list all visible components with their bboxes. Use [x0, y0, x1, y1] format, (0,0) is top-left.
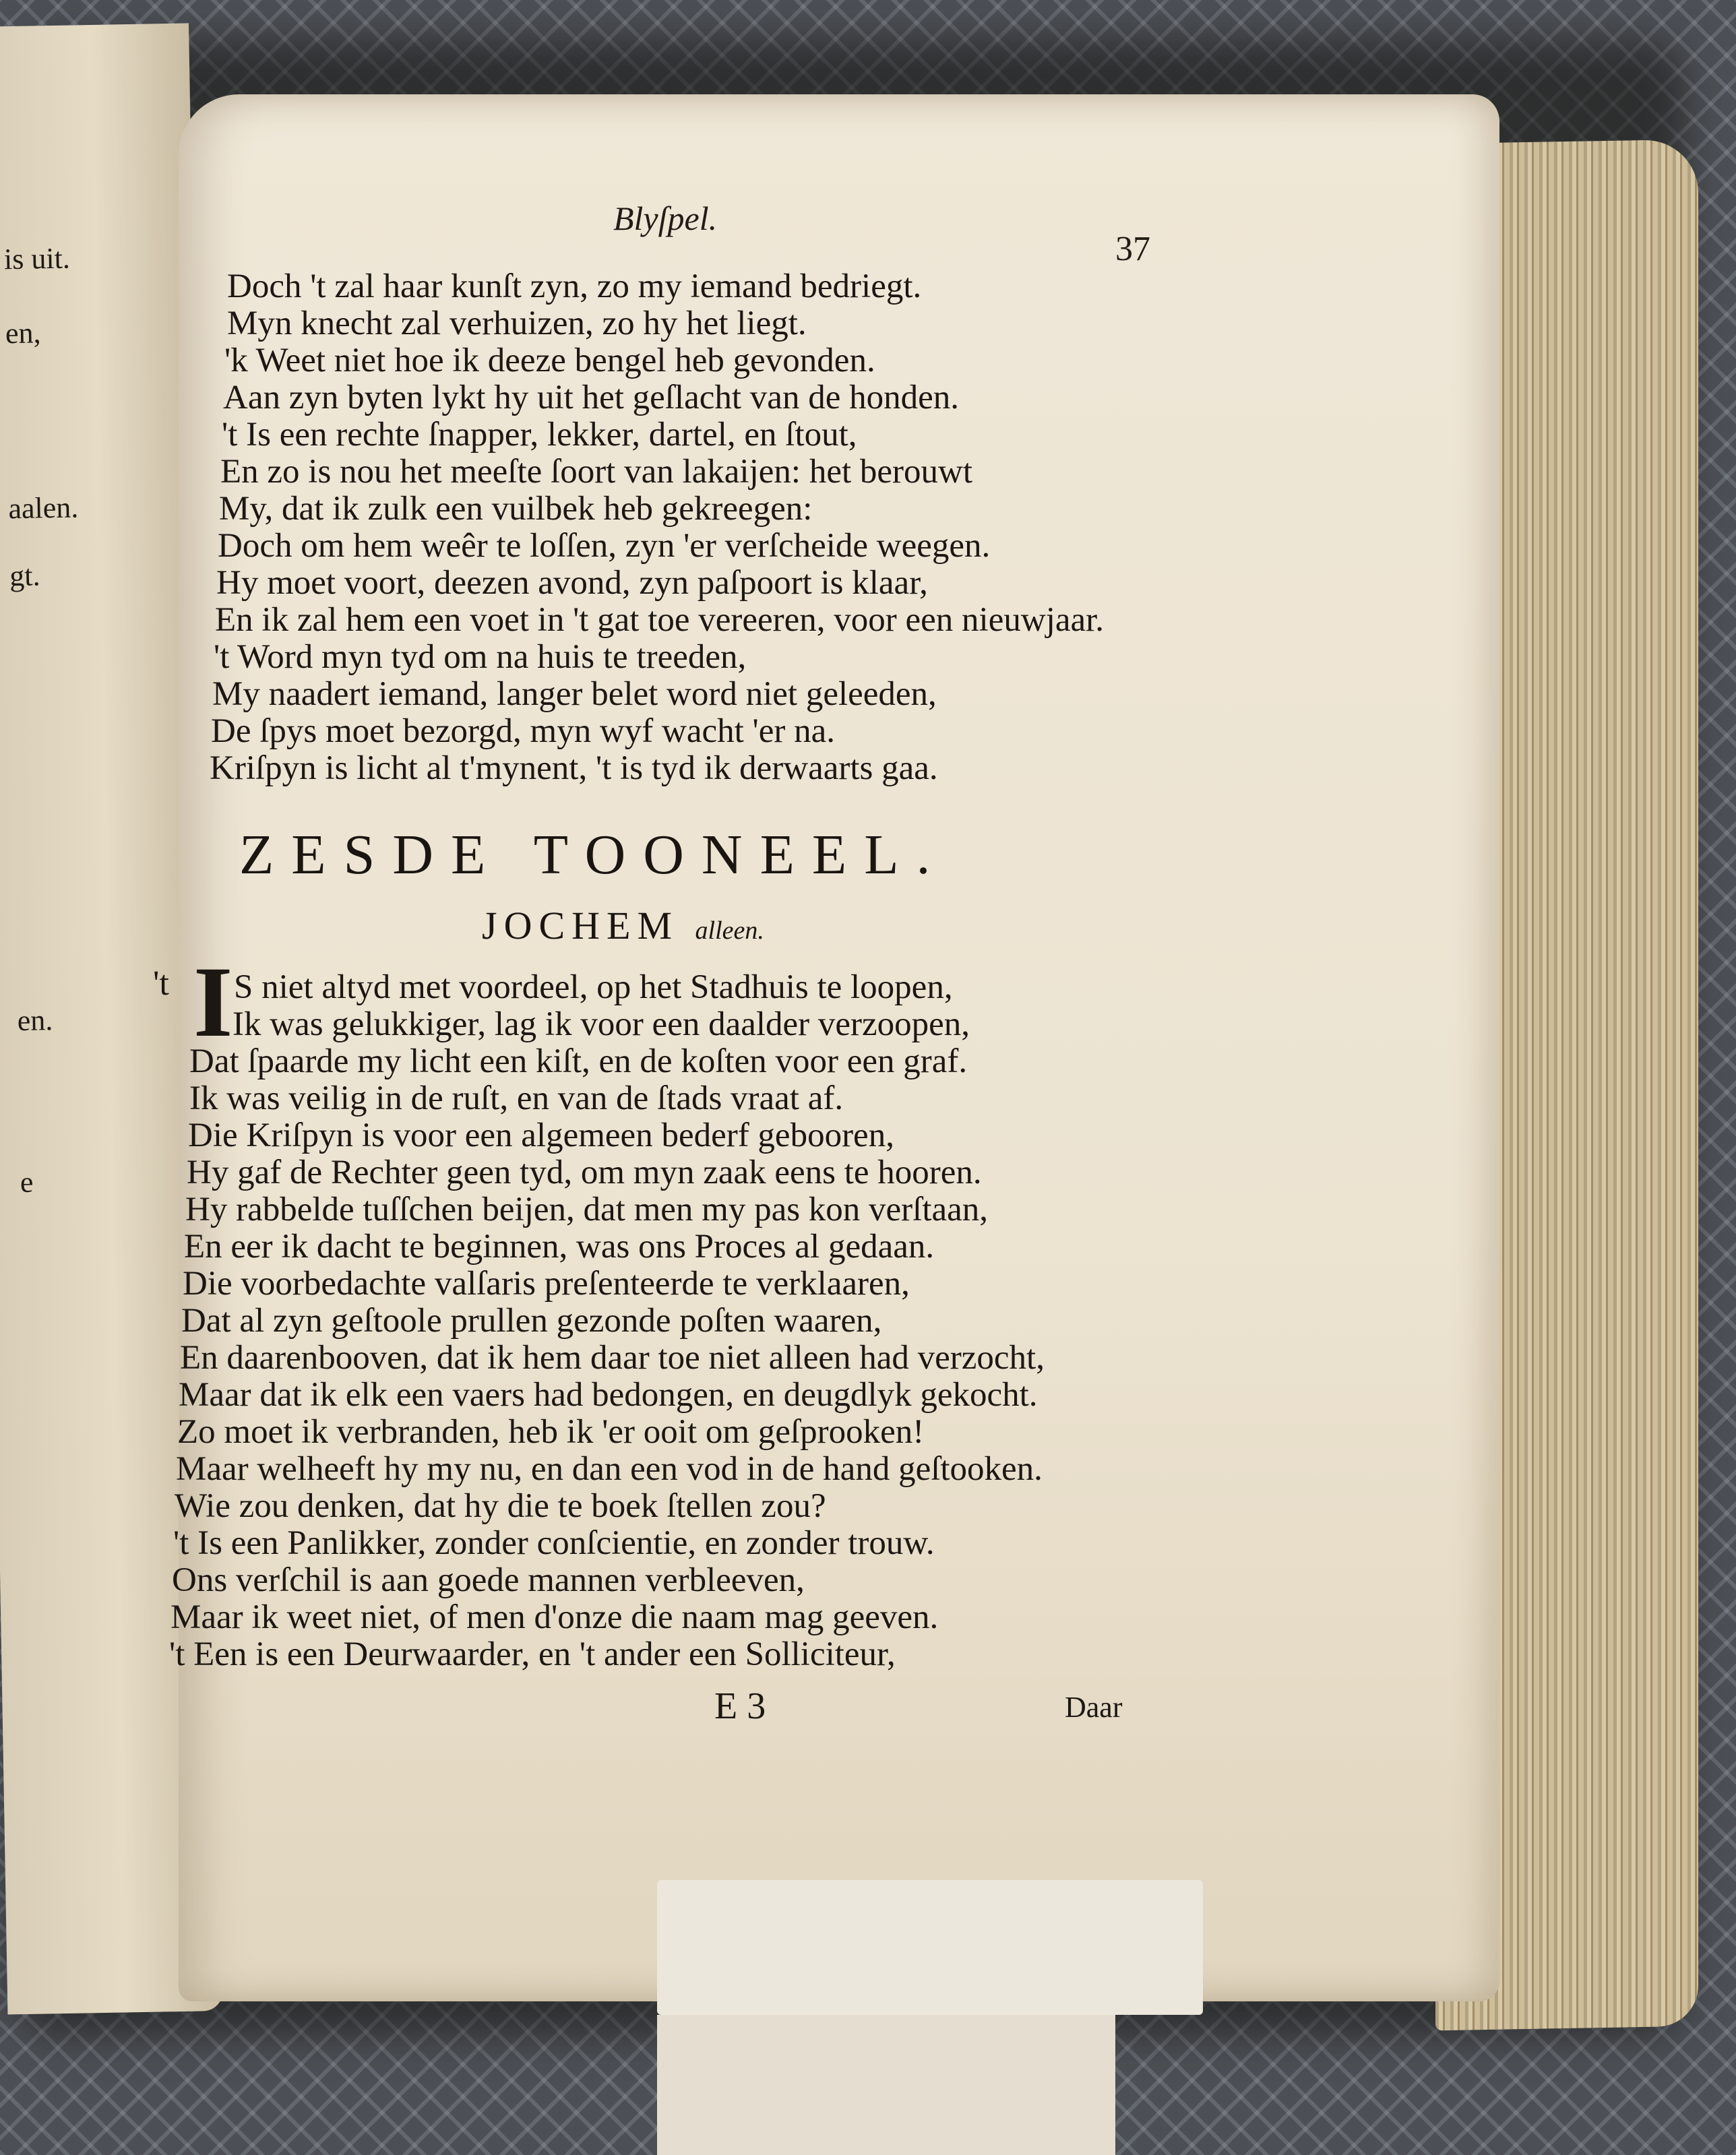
verse-line: En daarenbooven, dat ik hem daar toe niet alleen had verzocht,	[180, 1339, 1045, 1377]
verse-line: Hy moet voort, deezen avond, zyn paſpoort is klaar,	[216, 564, 928, 602]
verse-line: En zo is nou het meeſte ſoort van lakaijen: het berouwt	[220, 453, 972, 491]
verse-line: Ons verſchil is aan goede mannen verbleeven,	[172, 1561, 805, 1599]
paper-label	[657, 1880, 1203, 2015]
verse-line: S niet altyd met voordeel, op het Stadhuis te loopen,	[234, 968, 953, 1006]
verse-line: Dat ſpaarde my licht een kiſt, en de koſten voor een graf.	[189, 1042, 968, 1080]
page-number: 37	[1115, 230, 1150, 268]
catchword: Daar	[1065, 1691, 1123, 1724]
running-title: Blyſpel.	[613, 199, 718, 237]
verse-line: 't Is een Panlikker, zonder conſcientie, en zonder trouw.	[173, 1524, 935, 1562]
verse-line: Kriſpyn is licht al t'mynent, 't is tyd ik derwaarts gaa.	[210, 749, 938, 787]
verse-line: De ſpys moet bezorgd, myn wyf wacht 'er na.	[211, 712, 835, 750]
verse-line: Die voorbedachte valſaris preſenteerde te verklaaren,	[183, 1265, 910, 1303]
left-page-fragment: en,	[5, 316, 41, 350]
verse-line: My naadert iemand, langer belet word niet geleeden,	[212, 675, 937, 713]
left-page-fragment: e	[20, 1165, 34, 1199]
verse-line: My, dat ik zulk een vuilbek heb gekreegen:	[219, 490, 813, 528]
verse-line: Myn knecht zal verhuizen, zo hy het liegt.	[227, 305, 807, 342]
verse-line: Die Kriſpyn is voor een algemeen bederf gebooren,	[188, 1117, 894, 1154]
verse-line: Maar ik weet niet, of men d'onze die naam mag geeven.	[170, 1598, 939, 1636]
speaker-name	[482, 903, 764, 948]
verse-line: 't Is een rechte ſnapper, lekker, dartel, en ſtout,	[222, 416, 857, 454]
verse-line: Maar dat ik elk een vaers had bedongen, en deugdlyk gekocht.	[179, 1376, 1038, 1414]
verse-line: Dat al zyn geſtoole prullen gezonde poſten waaren,	[181, 1302, 882, 1340]
verse-line: Hy gaf de Rechter geen tyd, om myn zaak eens te hooren.	[187, 1154, 982, 1191]
scene-heading: ZESDE TOONEEL.	[239, 823, 948, 886]
left-page-fragment: gt.	[9, 559, 40, 593]
verse-line: En ik zal hem een voet in 't gat toe vereeren, voor een nieuwjaar.	[215, 601, 1105, 639]
verse-line: Wie zou denken, dat hy die te boek ſtellen zou?	[175, 1487, 826, 1525]
drop-cap: I	[193, 946, 233, 1058]
verse-line: Maar welheeft hy my nu, en dan een vod in de hand geſtooken.	[176, 1450, 1043, 1488]
left-page-fragment: is uit.	[3, 241, 71, 276]
verse-line: Ik was veilig in de ruſt, en van de ſtads vraat af.	[189, 1080, 844, 1117]
verse-line: Zo moet ik verbranden, heb ik 'er ooit om geſprooken!	[177, 1413, 925, 1451]
book-page	[153, 94, 1499, 2001]
left-page-fragment: en.	[17, 1003, 53, 1038]
verse-line: 't Een is een Deurwaarder, en 't ander een Sollicitеur,	[169, 1635, 896, 1673]
verse-line: Aan zyn byten lykt hy uit het geſlacht van de honden.	[223, 379, 959, 416]
paper-label-lower	[657, 2015, 1115, 2155]
speaker-note: alleen.	[695, 916, 764, 945]
verse-line: 't Word myn tyd om na huis te treeden,	[214, 638, 747, 676]
verse-line: 'k Weet niet hoe ik deeze bengel heb gevonden.	[224, 342, 875, 379]
first-line-prefix: 't	[153, 964, 169, 1003]
verse-line: Hy rabbelde tuſſchen beijen, dat men my pas kon verſtaan,	[185, 1191, 989, 1228]
signature-mark: E 3	[714, 1685, 766, 1727]
verse-line: Doch 't zal haar kunſt zyn, zo my iemand bedriegt.	[227, 268, 922, 305]
verse-line: Ik was gelukkiger, lag ik voor een daalder verzoopen,	[232, 1005, 970, 1043]
verse-line: Doch om hem weêr te loſſen, zyn 'er verſcheide weegen.	[218, 527, 991, 565]
left-page-fragment: aalen.	[8, 491, 79, 526]
speaker-name-text: JOCHEM	[482, 904, 679, 947]
verse-line: En eer ik dacht te beginnen, was ons Proces al gedaan.	[184, 1228, 935, 1266]
